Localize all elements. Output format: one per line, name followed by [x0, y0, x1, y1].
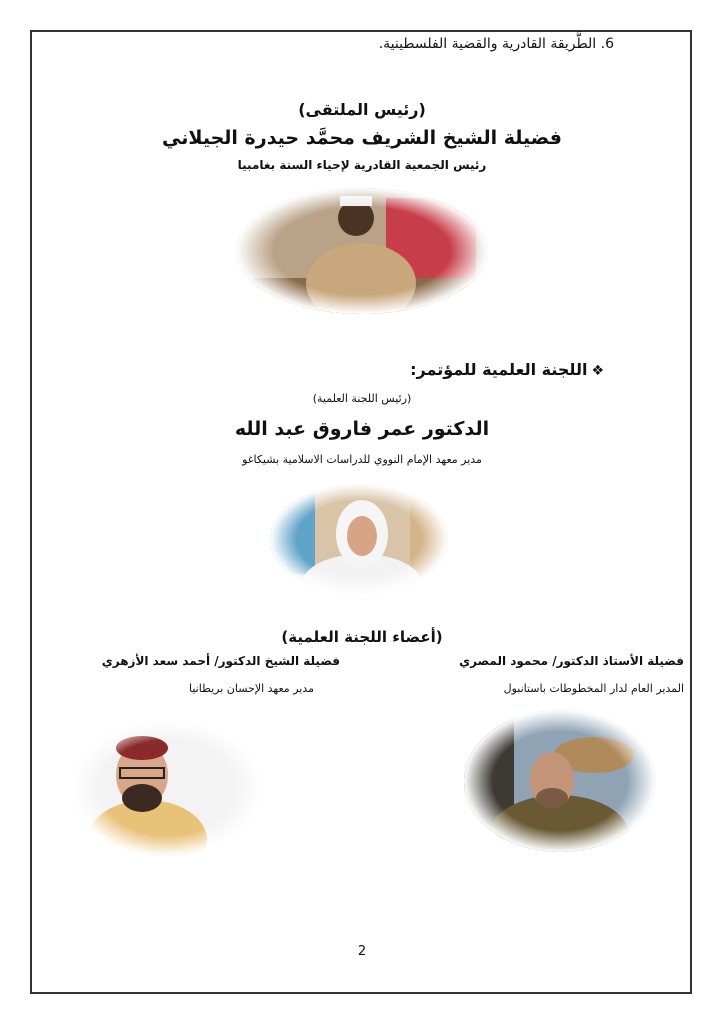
member-1-name: فضيلة الأستاذ الدكتور/ محمود المصري — [459, 654, 684, 668]
member-2-name: فضيلة الشيخ الدكتور/ أحمد سعد الأزهري — [101, 654, 340, 668]
chair-photo — [236, 188, 488, 314]
sci-chair-title: مدير معهد الإمام النووي للدراسات الاسلامية بشيكاغو — [242, 453, 482, 466]
list-item-header: 6. الطَّريقة القادرية والقضية الفلسطينية. — [378, 36, 614, 52]
member-1-title: المدير العام لدار المخطوطات باستانبول — [503, 682, 684, 695]
member-2-title: مدير معهد الإحسان بريطانيا — [188, 682, 314, 695]
sci-chair-label: (رئيس اللجنة العلمية) — [312, 392, 412, 405]
sci-chair-photo — [270, 484, 448, 594]
chair-label: (رئيس الملتقى) — [298, 100, 426, 119]
page-number: 2 — [357, 944, 367, 959]
chair-name: فضيلة الشيخ الشريف محمَّد حيدرة الجيلاني — [162, 127, 562, 149]
member-1-photo — [464, 710, 656, 852]
chair-title: رئيس الجمعية القادرية لإحياء السنة بغامبيا — [237, 158, 487, 172]
members-heading: (أعضاء اللجنة العلمية) — [281, 628, 443, 646]
bullet-icon: ❖ — [591, 363, 604, 379]
committee-heading — [410, 360, 604, 379]
member-2-photo — [72, 720, 262, 856]
committee-heading-text: اللجنة العلمية للمؤتمر: — [410, 360, 588, 379]
sci-chair-name: الدكتور عمر فاروق عبد الله — [234, 418, 490, 440]
